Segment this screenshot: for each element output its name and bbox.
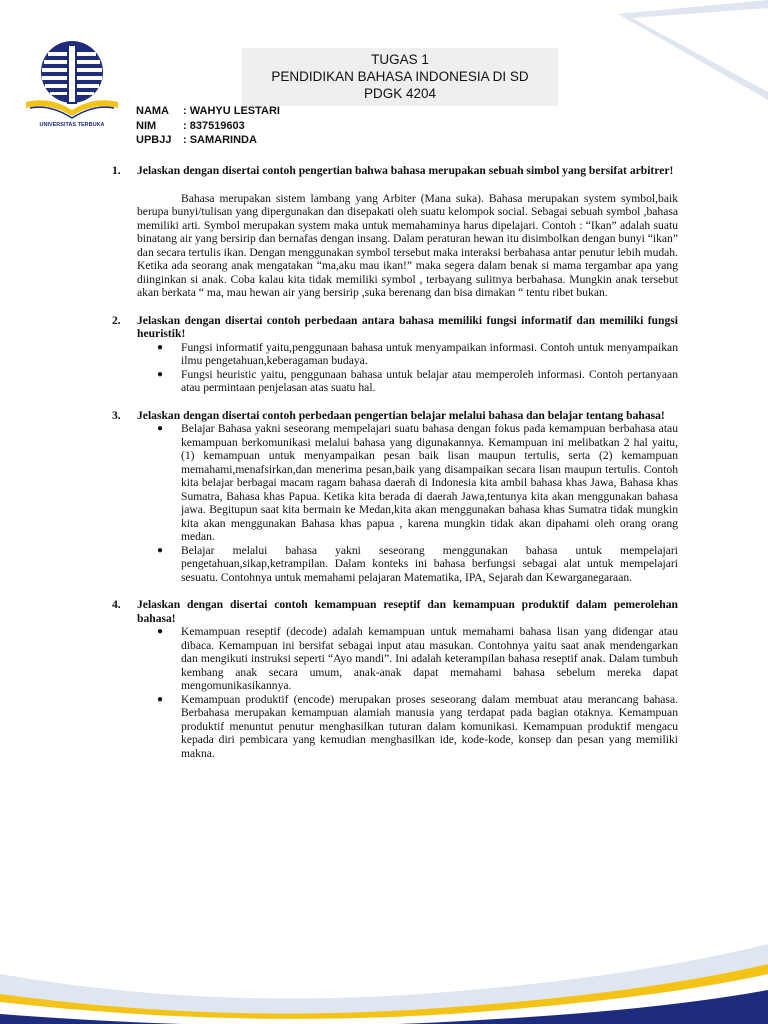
question: 4. Jelaskan dengan disertai contoh kemampuan reseptif dan kemampuan produktif dalam pemerolehan bahasa! — [112, 598, 678, 625]
section-3 — [112, 409, 678, 585]
section-1 — [112, 164, 678, 300]
section-4 — [112, 598, 678, 760]
bullet-icon: ● — [157, 368, 164, 380]
assignment-header — [242, 48, 558, 106]
bullet-icon: ● — [157, 341, 164, 353]
header-title: TUGAS 1 — [371, 52, 429, 67]
assignment-content — [112, 164, 678, 760]
bullet-item: ● Kemampuan produktif (encode) merupakan proses seseorang dalam membuat atau merancang bahasa. Berbahasa merupakan kemampuan alamiah manusia yang terdapat pada bagian otaknya. Kemampuan produktif menuntut penutur menghasilkan tuturan dalam komunikasi. Kemampuan produktif mengacu kepada diri pembicara yang kemudian menghasilkan ide, kode-kode, konsep dan pesan yang memiliki makna. — [157, 692, 678, 760]
answer-bullets — [112, 422, 678, 584]
section-2 — [112, 314, 678, 395]
answer-bullets — [112, 341, 678, 395]
question: 1. Jelaskan dengan disertai contoh pengertian bahwa bahasa merupakan sebuah simbol yang bersifat arbitrer! — [112, 164, 674, 177]
universitas-terbuka-logo — [20, 38, 124, 128]
bullet-item: ● Fungsi heuristic yaitu, penggunaan bahasa untuk belajar atau memperoleh informasi. Contoh pertanyaan atau permintaan penjelasan atas suatu hal. — [157, 367, 678, 394]
bullet-item: ● Fungsi informatif yaitu,penggunaan bahasa untuk menyampaikan informasi. Contoh untuk menyampaikan ilmu pengetahuan,keberagaman budaya. — [157, 340, 678, 367]
student-identity — [136, 104, 280, 148]
identity-row: NAMA : WAHYU LESTARI — [136, 105, 280, 117]
bullet-icon: ● — [157, 693, 164, 705]
header-code: PDGK 4204 — [363, 86, 437, 101]
bullet-icon: ● — [157, 544, 164, 556]
bullet-item: ● Belajar Bahasa yakni seseorang mempelajari suatu bahasa dengan fokus pada kemampuan berbahasa atau kemampuan berkomunikasi melalui bahasa yang digunakannya. Kemampuan ini melibatkan 2 hal yaitu, (1) kemampuan untuk menyampaikan pesan baik lisan maupun tertulis, serta (2) kemampuan memahami,menafsirkan,dan menerima pesan,baik yang disampaikan secara lisan maupun tertulis. Contoh kita belajar berbagai macam ragam bahasa daerah di Indonesia kita ambil bahasa khas Jawa, Bahasa khas Sumatra, Bahasa khas Papua. Ketika kita berada di daerah Jawa,tentunya kita akan menggunakan bahasa jawa. Begitupun saat kita bermain ke Medan,kita akan menggunakan bahasa khas Sumatra tidak mungkin kita akan menggunakan Bahasa khas papua , karena mungkin tidak akan dipahami oleh orang orang medan. — [157, 422, 678, 543]
bullet-icon: ● — [157, 423, 164, 434]
answer-paragraph: Bahasa merupakan sistem lambang yang Arbiter (Mana suka). Bahasa merupakan system symbol,baik berupa bunyi/tulisan yang dipergunakan dan disepakati oleh suatu kelompok social. Sebagai sebuah symbol ,bahasa memiliki arti. Symbol merupakan system maka untuk memahaminya harus dipelajari. Contoh : “Ikan” adalah suatu binatang air yang bersirip dan bernafas dengan insang. Dalam peraturan hewan itu disimbolkan dengan bunyi “ikan” dan secara tertulis ikan. Dengan menggunakan symbol tersebut maka interaksi berbahasa antar penutur lebih mudah. Ketika ada seorang anak mengatakan “ma,aku mau ikan!” maka segera dalam benak si mama tergambar apa yang diinginkan si anak. Coba kalau kita tidak memiliki symbol , terbayang sulitnya berbahasa. Mungkin anak tersebut akan berkata “ ma, mau hewan air yang bersirip ,suka berenang dan bisa dimakan “ tentu ribet bukan. — [137, 191, 678, 299]
question: 2. Jelaskan dengan disertai contoh perbedaan antara bahasa memiliki fungsi informatif dan memiliki fungsi heuristik! — [112, 313, 678, 340]
bullet-icon: ● — [157, 626, 164, 637]
logo-caption: UNIVERSITAS TERBUKA — [39, 122, 105, 128]
identity-row: NIM : 837519603 — [136, 119, 245, 132]
answer-bullets — [112, 625, 678, 760]
question: 3. Jelaskan dengan disertai contoh perbedaan pengertian belajar melalui bahasa dan belajar tentang bahasa! — [112, 408, 665, 422]
bullet-item: ● Belajar melalui bahasa yakni seseorang menggunakan bahasa untuk mempelajari pengetahuan,sikap,ketrampilan. Dalam konteks ini bahasa berfungsi sebagai alat untuk mempelajari sesuatu. Contohnya untuk memahami pelajaran Matematika, IPA, Sejarah dan Kewarganegaraan. — [157, 543, 678, 584]
bottom-wave-decoration — [0, 914, 768, 1024]
identity-row: UPBJJ : SAMARINDA — [136, 134, 257, 146]
bullet-item: ● Kemampuan reseptif (decode) adalah kemampuan untuk memahami bahasa lisan yang didengar atau dibaca. Kemampuan ini bersifat sebagai input atau masukan. Contohnya yaitu saat anak mendengarkan dan mengikuti instruksi seperti “Ayo mandi”. Ini adalah keterampilan bahasa reseptif anak. Dalam tumbuh kembang anak secara umum, anak-anak dapat memahami bahasa sebelum mereka dapat mengomunikasikannya. — [157, 625, 678, 692]
header-course: PENDIDIKAN BAHASA INDONESIA DI SD — [271, 69, 529, 84]
